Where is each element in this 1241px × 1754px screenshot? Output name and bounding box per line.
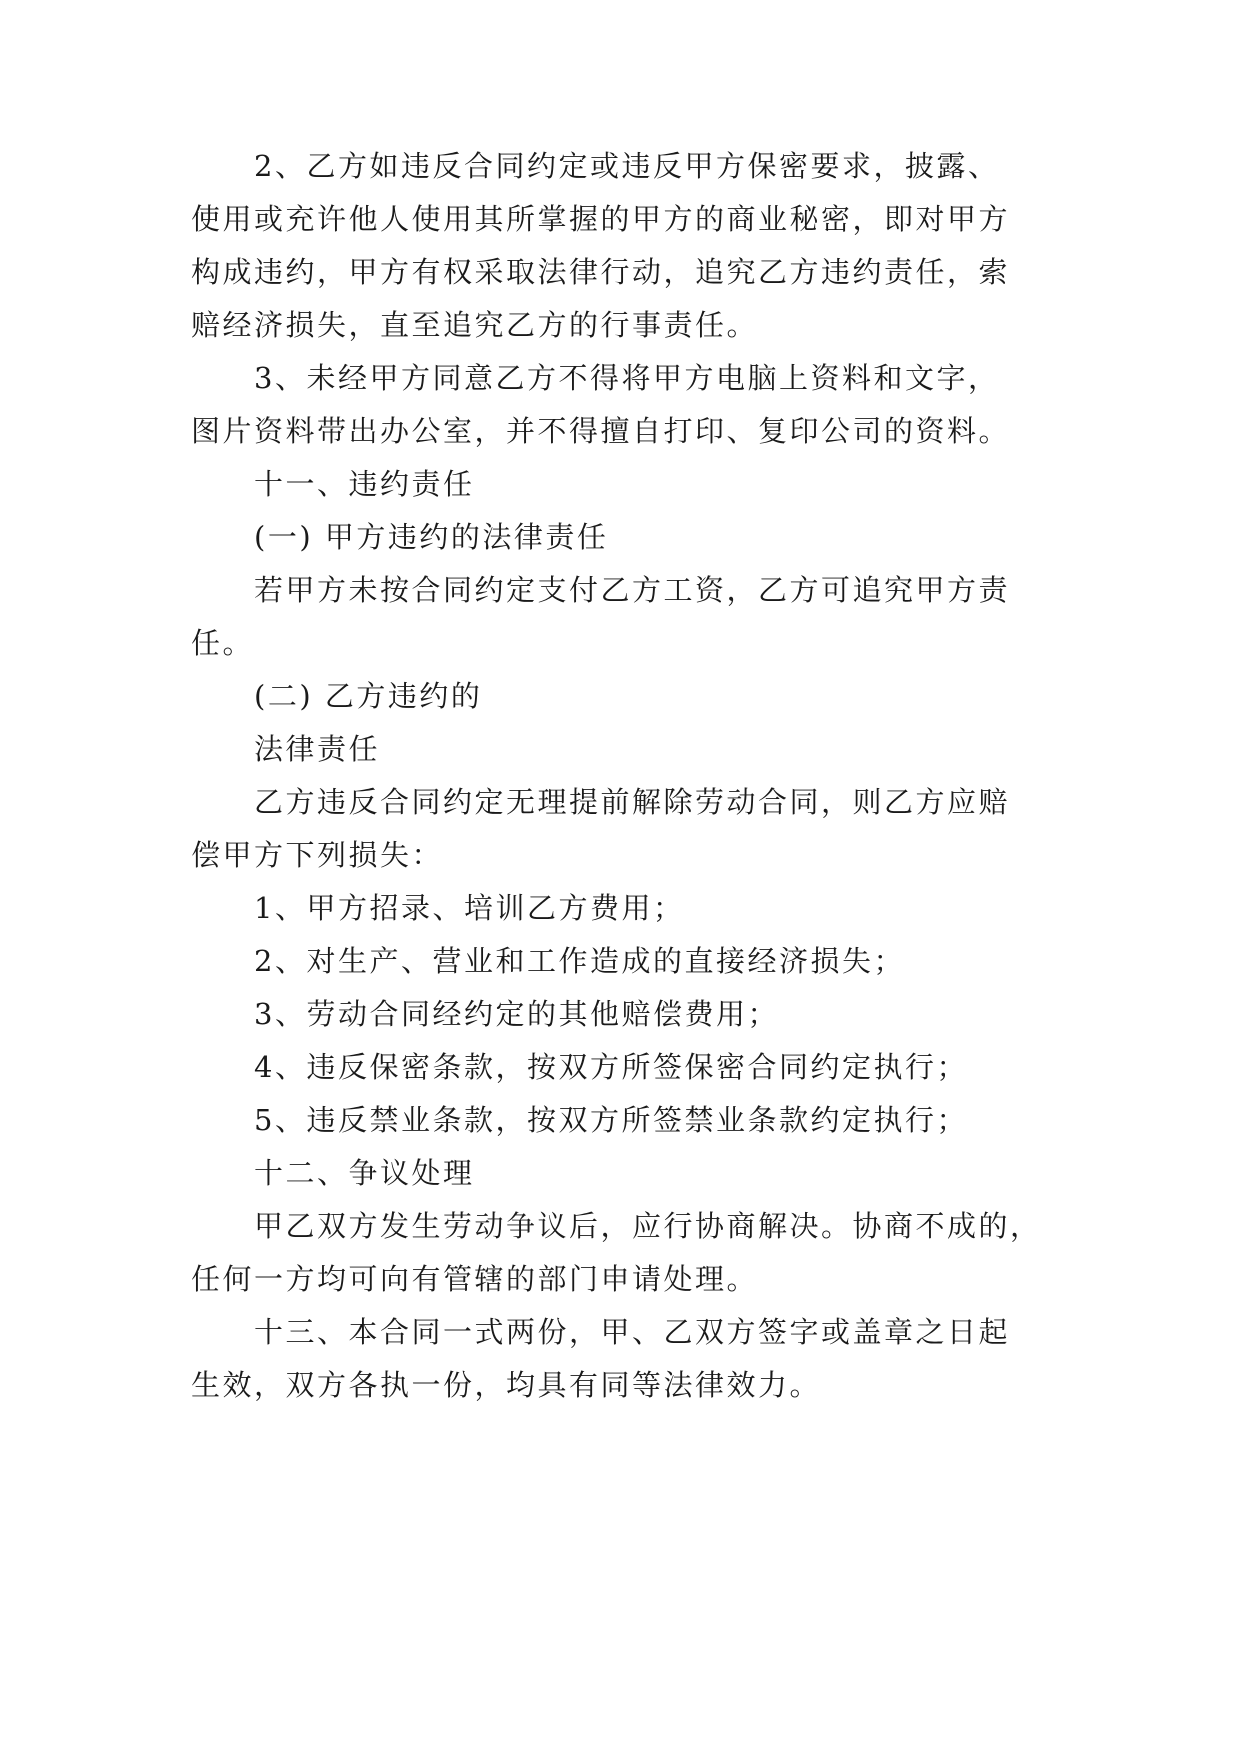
text-line: 偿甲方下列损失： [191,838,444,872]
text-line: 赔经济损失，直至追究乙方的行事责任。 [191,308,759,342]
text-line: 任何一方均可向有管辖的部门申请处理。 [191,1262,759,1296]
text-line: 甲乙双方发生劳动争议后，应行协商解决。协商不成的， [254,1209,1042,1243]
text-line: 任。 [191,626,255,660]
text-line: 2、乙方如违反合同约定或违反甲方保密要求，披露、 [254,149,1000,183]
subsection-heading: (一) 甲方违约的法律责任 [254,520,609,554]
section-heading: 十一、违约责任 [254,467,475,501]
section-heading: 十二、争议处理 [254,1156,475,1190]
text-line: 图片资料带出办公室，并不得擅自打印、复印公司的资料。 [191,414,1011,448]
text-line: 3、未经甲方同意乙方不得将甲方电脑上资料和文字， [254,361,1000,395]
list-item: 2、对生产、营业和工作造成的直接经济损失； [254,944,905,978]
list-item: 1、甲方招录、培训乙方费用； [254,891,685,925]
list-item: 3、劳动合同经约定的其他赔偿费用； [254,997,779,1031]
text-line: 十三、本合同一式两份，甲、乙双方签字或盖章之日起 [254,1315,1011,1349]
text-line: 使用或充许他人使用其所掌握的甲方的商业秘密，即对甲方 [191,202,1011,236]
text-line: 构成违约，甲方有权采取法律行动，追究乙方违约责任，索 [191,255,1011,289]
subsection-heading: (二) 乙方违约的 [254,679,483,713]
text-line: 若甲方未按合同约定支付乙方工资，乙方可追究甲方责 [254,573,1011,607]
text-line: 乙方违反合同约定无理提前解除劳动合同，则乙方应赔 [254,785,1011,819]
list-item: 5、违反禁业条款，按双方所签禁业条款约定执行； [254,1103,968,1137]
text-line: 法律责任 [254,732,381,766]
list-item: 4、违反保密条款，按双方所签保密合同约定执行； [254,1050,968,1084]
text-line: 生效，双方各执一份，均具有同等法律效力。 [191,1368,822,1402]
